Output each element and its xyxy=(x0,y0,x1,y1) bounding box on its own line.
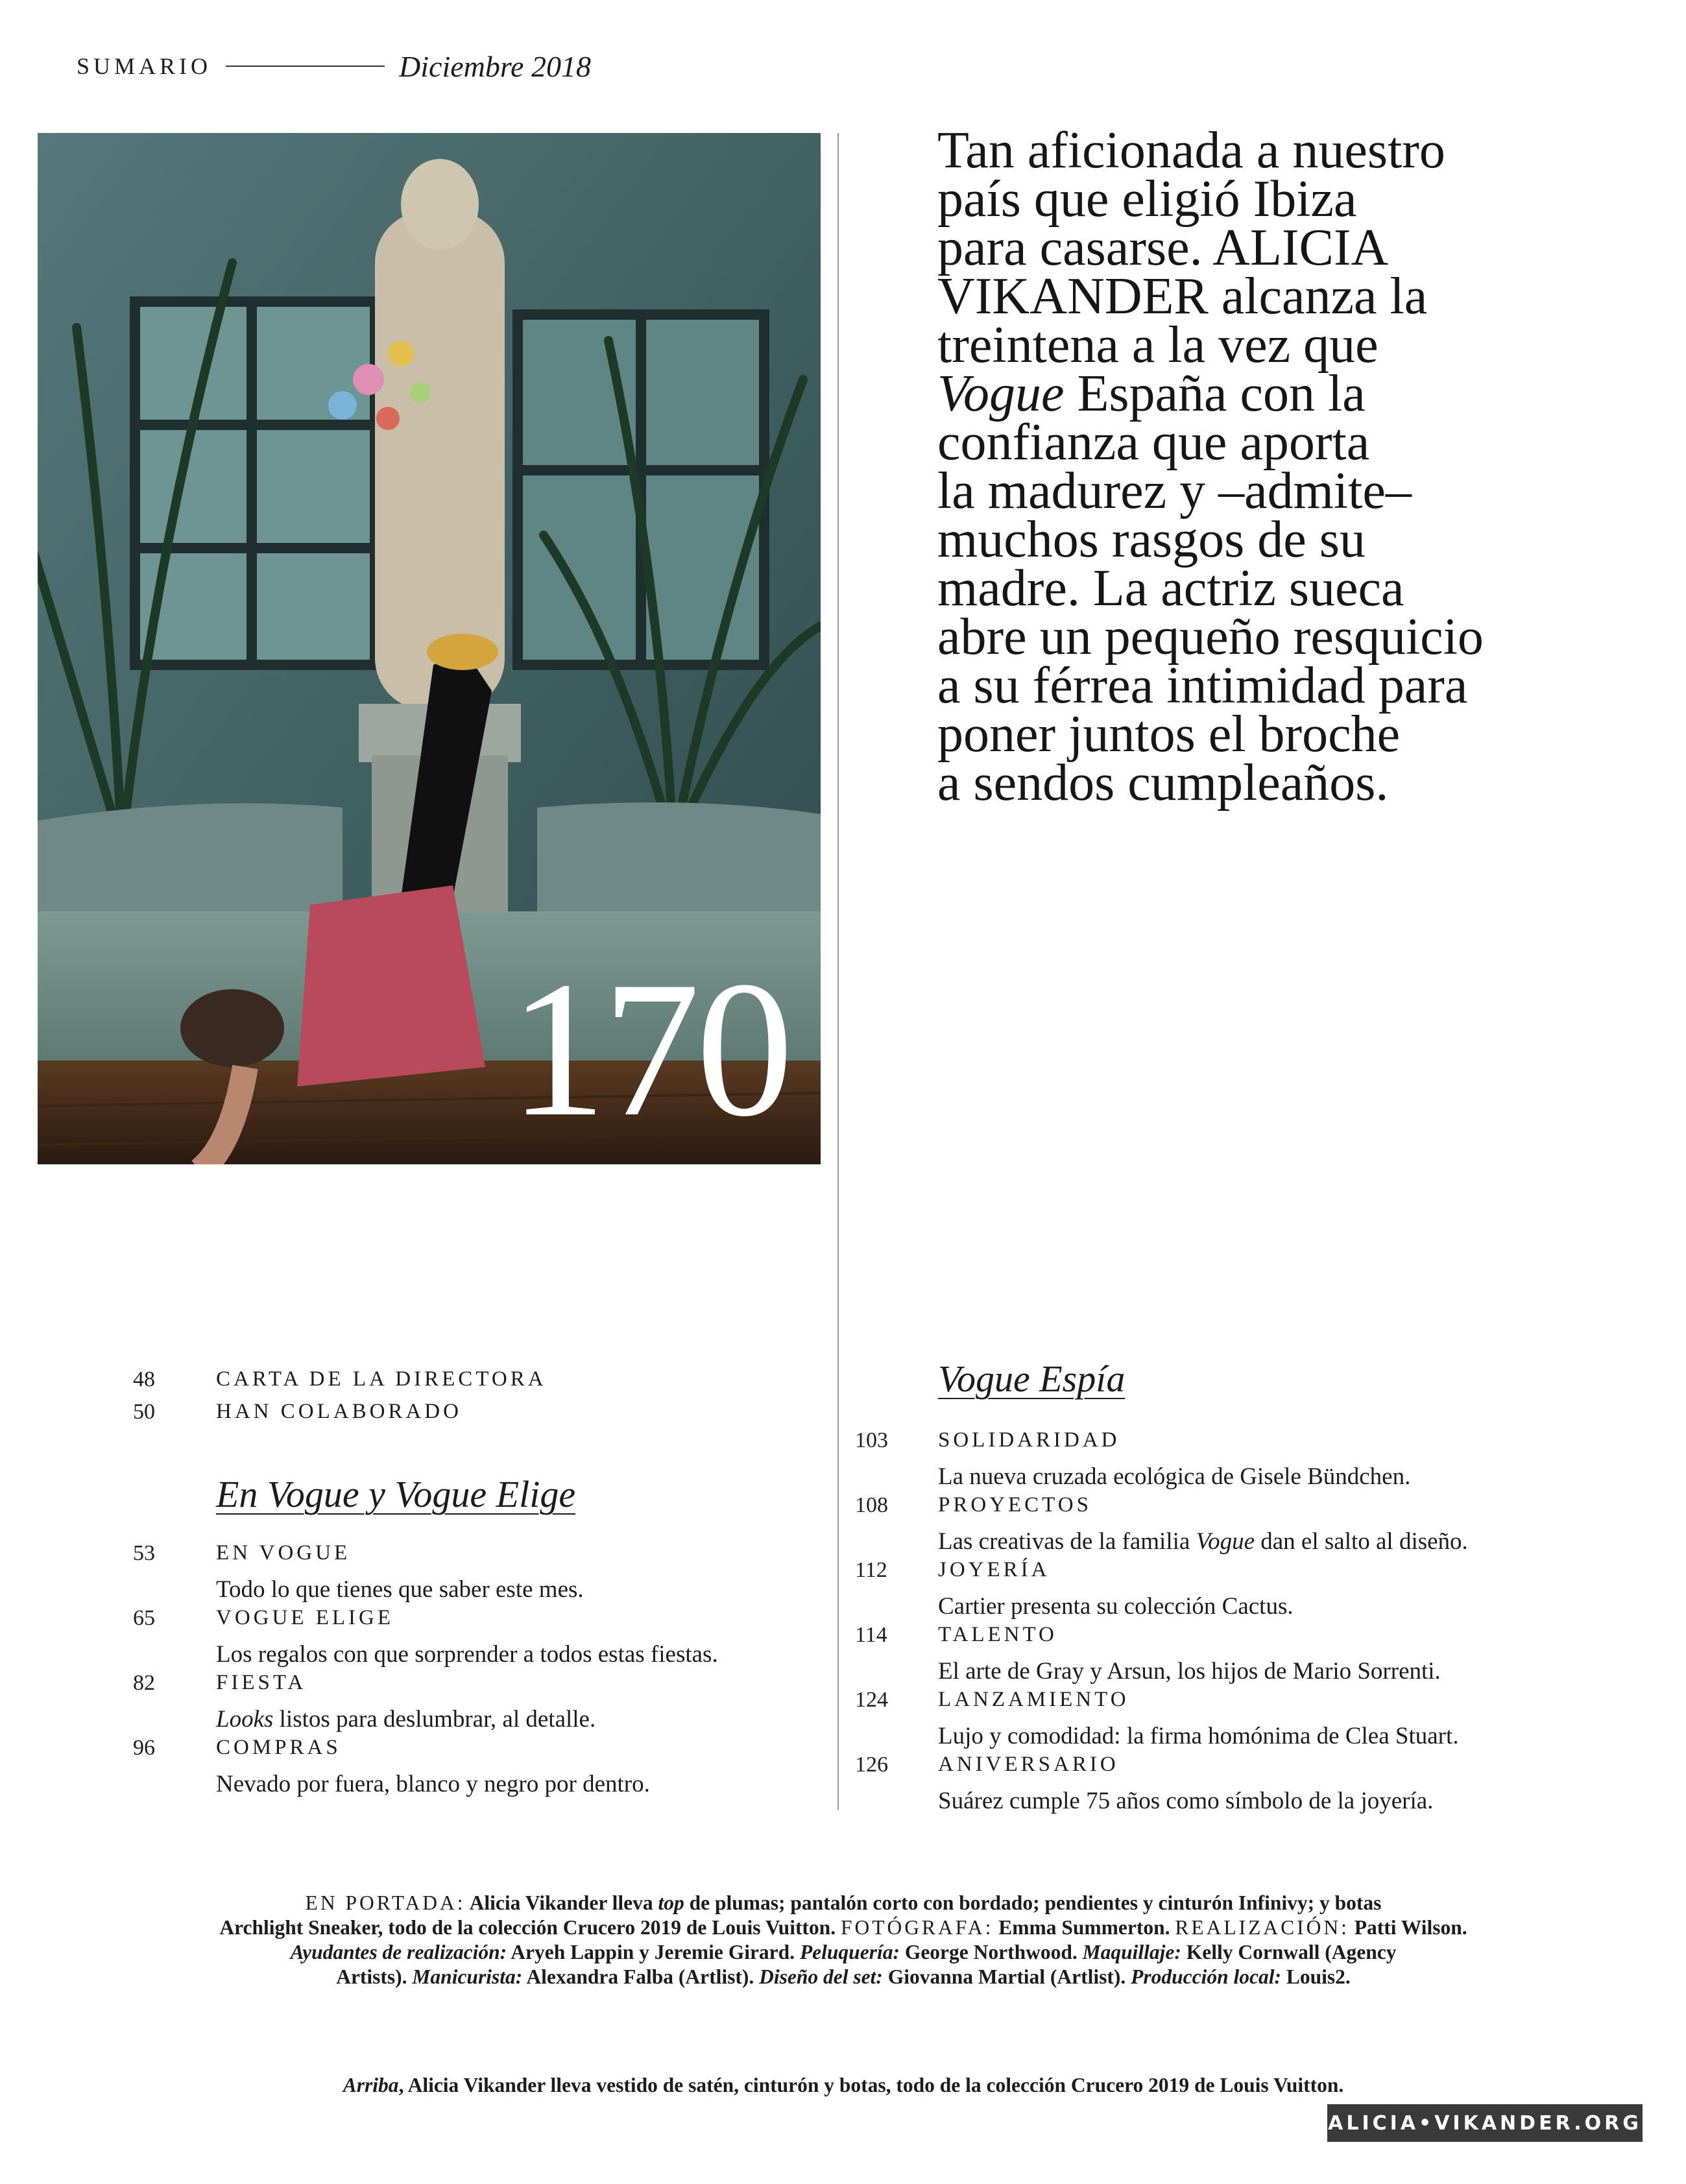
credits-italic: Ayudantes de realización: xyxy=(290,1941,507,1963)
issue-date: Diciembre 2018 xyxy=(399,49,591,83)
credits-label: FOTÓGRAFA: xyxy=(840,1916,994,1939)
toc-item[interactable] xyxy=(855,1753,1633,1818)
section-heading-en-vogue: En Vogue y Vogue Elige xyxy=(216,1473,576,1515)
toc-description-italic: Looks xyxy=(216,1706,274,1733)
toc-description-start: Las creativas de la familia xyxy=(938,1528,1196,1555)
credits-italic: Peluquería: xyxy=(799,1941,900,1963)
credits-text: Emma Summerton. xyxy=(993,1916,1175,1939)
toc-label: SOLIDARIDAD xyxy=(938,1428,1120,1452)
section-label: SUMARIO xyxy=(77,53,212,79)
toc-label: EN VOGUE xyxy=(216,1541,351,1565)
toc-description: Todo lo que tienes que saber este mes. xyxy=(216,1576,584,1603)
intro-line: treintena a la vez que xyxy=(937,317,1379,374)
credits-text: Alicia Vikander lleva xyxy=(465,1891,658,1914)
toc-page-number: 114 xyxy=(855,1623,887,1647)
credits-italic: top xyxy=(658,1891,684,1914)
toc-item[interactable] xyxy=(133,1736,814,1801)
toc-label: LANZAMIENTO xyxy=(938,1688,1129,1711)
toc-description: Los regalos con que sorprender a todos estas fiestas. xyxy=(216,1641,718,1668)
credits-italic: Maquillaje: xyxy=(1082,1941,1181,1963)
intro-paragraph xyxy=(937,122,1625,811)
toc-description-italic: Vogue xyxy=(1196,1528,1255,1555)
page-header xyxy=(77,47,591,86)
caption-text: , Alicia Vikander lleva vestido de satén, cinturón y botas, todo de la colección Crucero 2019 de Louis Vuitton. xyxy=(398,2074,1344,2096)
feature-photo xyxy=(38,133,821,1164)
credits-italic: Diseño del set: xyxy=(759,1965,883,1988)
toc-page-number: 96 xyxy=(133,1736,155,1760)
toc-page-number: 50 xyxy=(133,1400,155,1424)
toc-item[interactable] xyxy=(855,1428,1633,1493)
credits-text: Patti Wilson. xyxy=(1349,1916,1467,1939)
toc-item[interactable] xyxy=(133,1541,814,1606)
toc-description: La nueva cruzada ecológica de Gisele Bündchen. xyxy=(938,1463,1411,1490)
credits-label: REALIZACIÓN: xyxy=(1175,1916,1349,1939)
credits-text: Giovanna Martial (Artlist). xyxy=(882,1965,1131,1988)
toc-page-number: 48 xyxy=(133,1367,155,1391)
credits-italic: Manicurista: xyxy=(412,1965,523,1988)
credits-text: Louis2. xyxy=(1281,1965,1351,1988)
toc-page-number: 126 xyxy=(855,1753,888,1777)
column-divider xyxy=(837,133,839,1810)
intro-line: a su férrea intimidad para xyxy=(937,657,1468,714)
intro-line: muchos rasgos de su xyxy=(937,511,1366,568)
right-contents xyxy=(855,1357,1633,1818)
toc-label: TALENTO xyxy=(938,1623,1057,1646)
section-heading-vogue-espia: Vogue Espía xyxy=(938,1358,1126,1400)
toc-description-rest: dan el salto al diseño. xyxy=(1255,1528,1468,1555)
intro-line: país que eligió Ibiza xyxy=(937,171,1357,228)
credits-line xyxy=(117,1915,1570,1940)
toc-page-number: 108 xyxy=(855,1493,888,1517)
credits-text: Kelly Cornwall (Agency xyxy=(1181,1941,1397,1963)
credits-text: George Northwood. xyxy=(899,1941,1083,1963)
credits-line xyxy=(117,1940,1570,1965)
credits-text: Archlight Sneaker, todo de la colección Crucero 2019 de Louis Vuitton. xyxy=(219,1916,841,1939)
credits-text: Aryeh Lappin y Jeremie Girard. xyxy=(507,1941,800,1963)
intro-line: madre. La actriz sueca xyxy=(937,560,1404,617)
left-contents xyxy=(133,1367,814,1801)
credits-label: EN PORTADA: xyxy=(305,1891,466,1914)
intro-line: poner juntos el broche xyxy=(937,706,1401,763)
toc-item[interactable] xyxy=(855,1688,1633,1753)
toc-item[interactable] xyxy=(133,1400,814,1432)
toc-page-number: 53 xyxy=(133,1541,155,1565)
intro-line: abre un pequeño resquicio xyxy=(937,608,1484,666)
photo-caption xyxy=(117,2074,1570,2097)
credits-italic: Producción local: xyxy=(1131,1965,1281,1988)
toc-description xyxy=(133,1703,814,1736)
intro-line xyxy=(937,365,1625,422)
intro-line: a sendos cumpleaños. xyxy=(937,754,1389,811)
header-rule xyxy=(226,66,385,67)
toc-description: Nevado por fuera, blanco y negro por dentro. xyxy=(216,1771,650,1797)
intro-line: para casarse. ALICIA xyxy=(937,219,1389,276)
feature-page-number: 170 xyxy=(509,941,789,1157)
intro-line: Tan aficionada a nuestro xyxy=(937,122,1445,179)
intro-line: VIKANDER alcanza la xyxy=(937,268,1428,325)
toc-label: PROYECTOS xyxy=(938,1493,1092,1517)
toc-description xyxy=(855,1526,1633,1558)
toc-label: CARTA DE LA DIRECTORA xyxy=(216,1367,547,1391)
cover-credits xyxy=(117,1891,1570,1989)
intro-italic-magazine: Vogue xyxy=(937,365,1065,422)
intro-line-rest: España con la xyxy=(1064,365,1366,422)
intro-line: la madurez y –admite– xyxy=(937,462,1412,520)
toc-description: Lujo y comodidad: la firma homónima de Clea Stuart. xyxy=(938,1723,1459,1749)
toc-page-number: 112 xyxy=(855,1558,887,1582)
toc-item[interactable] xyxy=(133,1606,814,1671)
toc-page-number: 124 xyxy=(855,1688,888,1712)
caption-italic: Arriba xyxy=(343,2074,399,2096)
toc-item[interactable] xyxy=(855,1623,1633,1688)
credits-line xyxy=(117,1965,1570,1989)
toc-item[interactable] xyxy=(855,1493,1633,1558)
intro-line: confianza que aporta xyxy=(937,414,1370,471)
toc-description: Suárez cumple 75 años como símbolo de la joyería. xyxy=(938,1788,1434,1814)
credits-text: Alexandra Falba (Artlist). xyxy=(522,1965,760,1988)
toc-label: FIESTA xyxy=(216,1671,307,1694)
toc-item[interactable] xyxy=(855,1558,1633,1623)
toc-label: VOGUE ELIGE xyxy=(216,1606,394,1629)
site-watermark: ALICIA•VIKANDER.ORG xyxy=(1327,2104,1643,2142)
toc-description: Cartier presenta su colección Cactus. xyxy=(938,1593,1294,1620)
toc-label: HAN COLABORADO xyxy=(216,1400,462,1423)
credits-text: Artists). xyxy=(336,1965,413,1988)
toc-page-number: 65 xyxy=(133,1606,155,1630)
toc-page-number: 82 xyxy=(133,1671,155,1695)
toc-item[interactable] xyxy=(133,1367,814,1400)
toc-item[interactable] xyxy=(133,1671,814,1736)
toc-description: El arte de Gray y Arsun, los hijos de Mario Sorrenti. xyxy=(938,1658,1441,1685)
credits-text: de plumas; pantalón corto con bordado; pendientes y cinturón Infinivy; y botas xyxy=(684,1891,1382,1914)
toc-label: ANIVERSARIO xyxy=(938,1753,1119,1776)
toc-label: JOYERÍA xyxy=(938,1558,1050,1581)
toc-page-number: 103 xyxy=(855,1428,888,1452)
toc-description-rest: listos para deslumbrar, al detalle. xyxy=(273,1706,596,1733)
toc-label: COMPRAS xyxy=(216,1736,341,1759)
credits-line xyxy=(117,1891,1570,1915)
